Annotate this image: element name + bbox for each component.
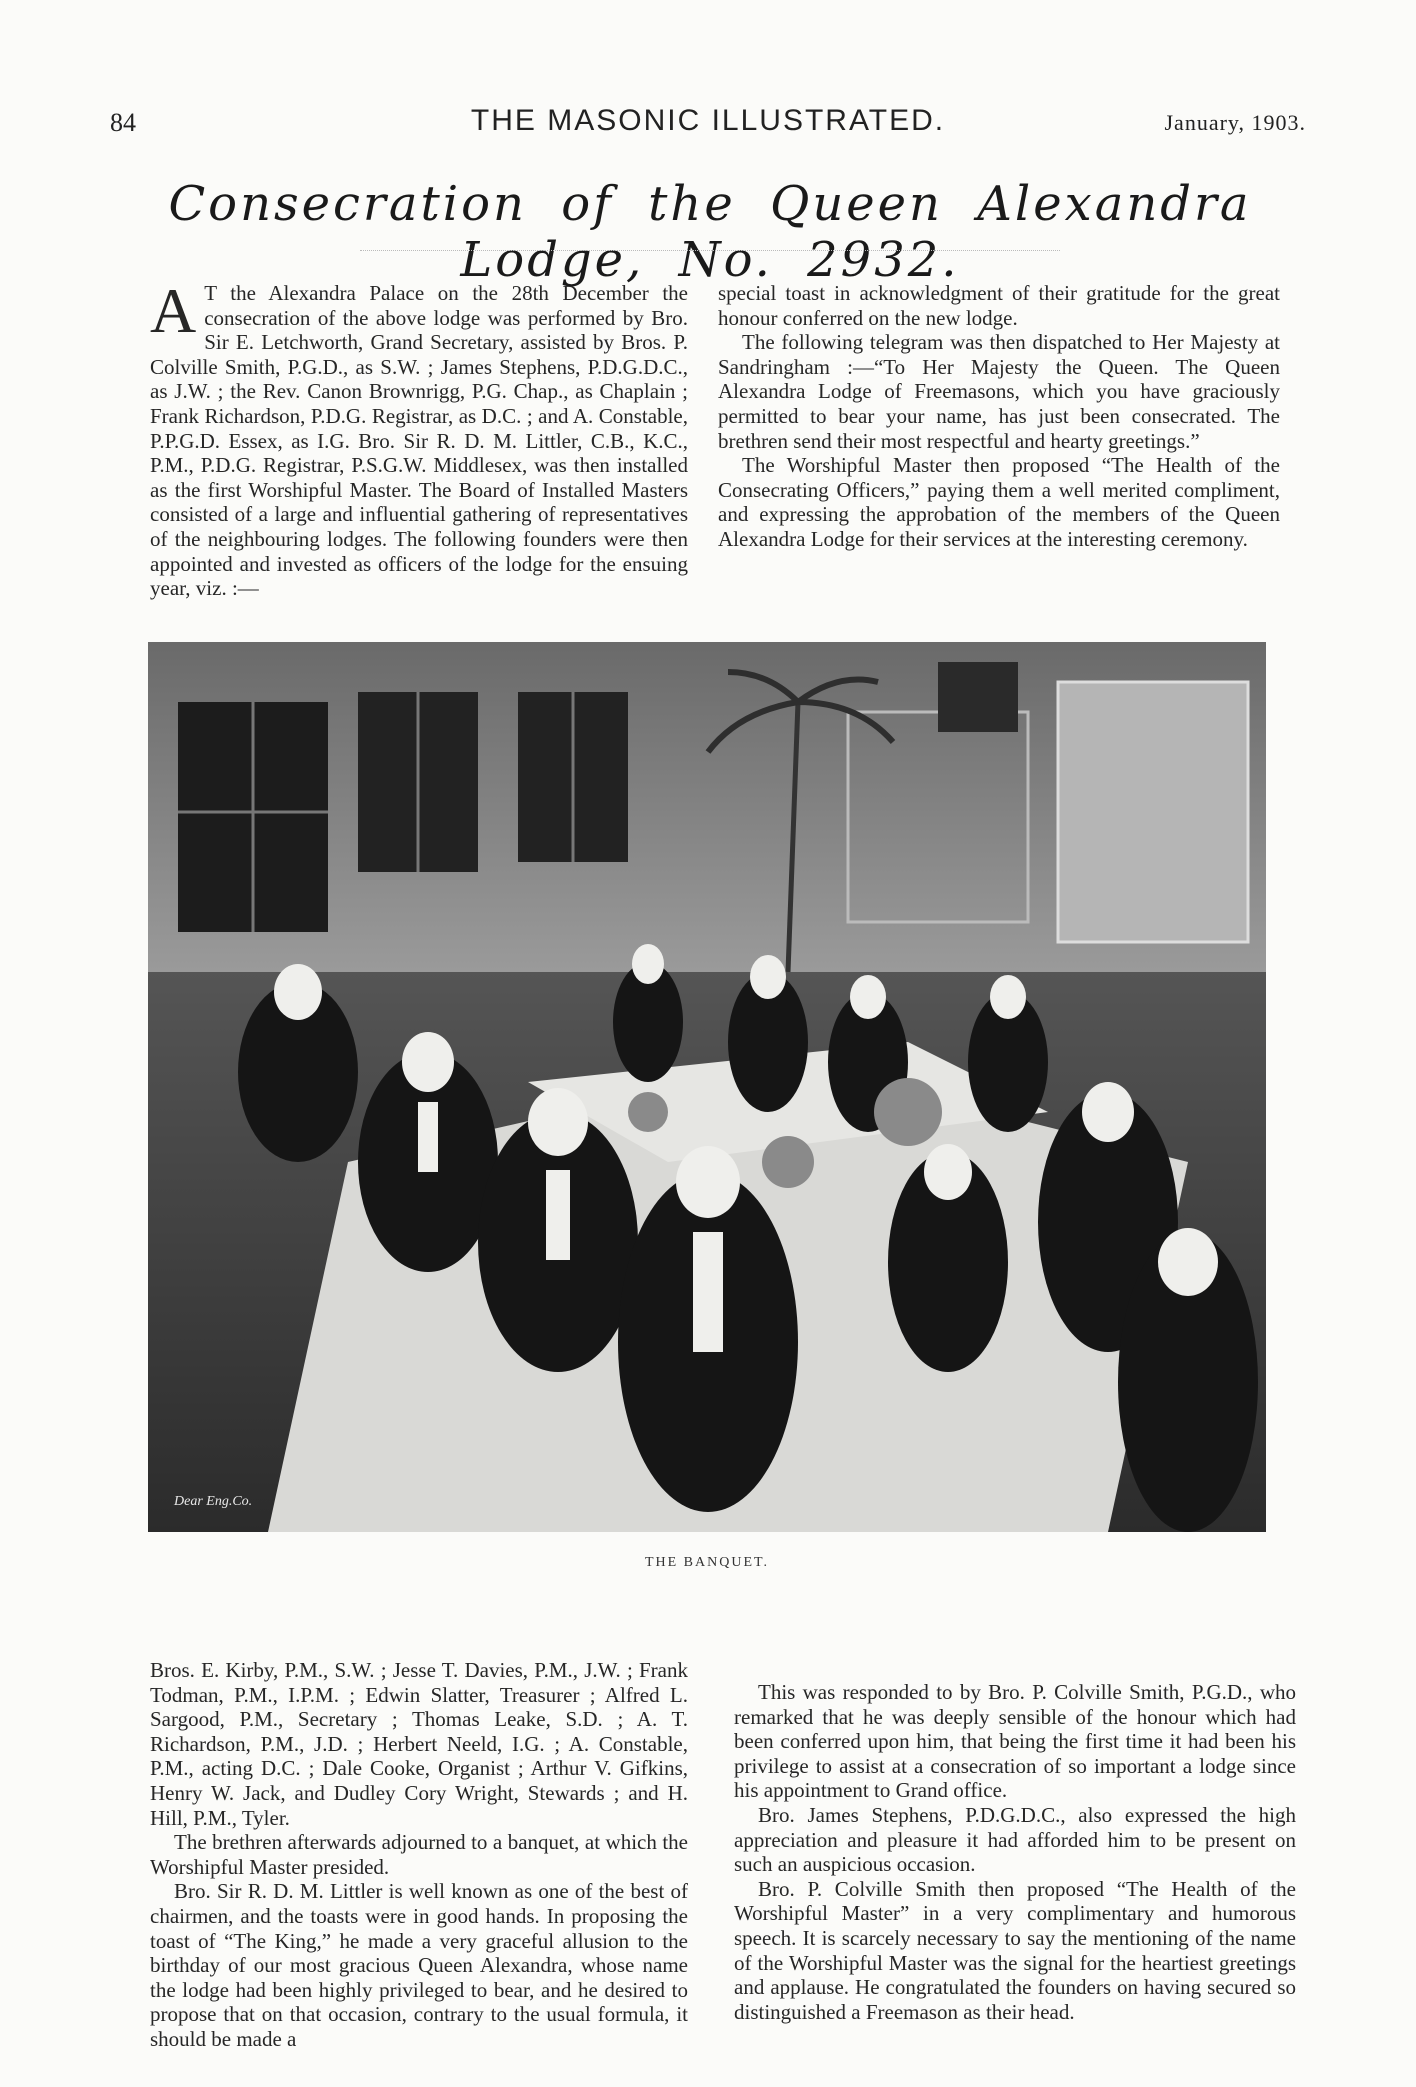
drop-cap: A bbox=[150, 275, 197, 346]
paragraph: This was responded to by Bro. P. Colville Smith, P.G.D., who remarked that he was deeply sensible of the honour which had been conferred upon him, that being the first time it had been his privilege to assist at a consecration of so important a lodge since his appointment to Grand office. bbox=[734, 1680, 1296, 1803]
paragraph: The Worshipful Master then proposed “The Health of the Consecrating Officers,” paying them a well merited compliment, and expressing the approbation of the members of the Queen Alexandra Lodge for their services at the interesting ceremony. bbox=[718, 453, 1280, 551]
article-column-1 bbox=[150, 275, 688, 601]
running-header bbox=[110, 104, 1306, 140]
paragraph: Bro. Sir R. D. M. Littler is well known as one of the best of chairmen, and the toasts were in good hands. In proposing the toast of “The King,” he made a very graceful allusion to the birthday of our most gracious Queen Alexandra, whose name the lodge had been highly privileged to bear, and he desired to propose that on that occasion, contrary to the usual formula, it should be made a bbox=[150, 1879, 688, 2051]
paragraph: The brethren afterwards adjourned to a banquet, at which the Worshipful Master presided. bbox=[150, 1830, 688, 1879]
article-column-2 bbox=[718, 281, 1280, 552]
paragraph: special toast in acknowledgment of their gratitude for the great honour conferred on the new lodge. bbox=[718, 281, 1280, 330]
paragraph: Bros. E. Kirby, P.M., S.W. ; Jesse T. Davies, P.M., J.W. ; Frank Todman, P.M., I.P.M. ; Edwin Slatter, Treasurer ; Alfred L. Sargood, P.M., Secretary ; Thomas Leake, S.D. ; A. T. Richardson, P.M., J.D. ; Herbert Neeld, I.G. ; A. Constable, P.M., acting D.C. ; Dale Cooke, Organist ; Arthur V. Gifkins, Henry W. Jack, and Dudley Cory Wright, Stewards ; and H. Hill, P.M., Tyler. bbox=[150, 1658, 688, 1830]
banquet-photograph bbox=[148, 642, 1266, 1532]
paragraph-text: T the Alexandra Palace on the 28th December the consecration of the above lodge was performed by Bro. Sir E. Letchworth, Grand Secretary, assisted by Bros. P. Colville Smith, P.G.D., as S.W. ; James Stephens, P.D.G.D.C., as J.W. ; the Rev. Canon Brownrigg, P.G. Chap., as Chaplain ; Frank Richardson, P.D.G. Registrar, as D.C. ; and A. Constable, P.P.G.D. Essex, as I.G. Bro. Sir R. D. M. Littler, C.B., K.C., P.M., P.D.G. Registrar, P.S.G.W. Middlesex, was then installed as the first Worshipful Master. The Board of Installed Masters consisted of a large and influential gathering of representatives of the neighbouring lodges. The following founders were then appointed and invested as officers of the lodge for the ensuing year, viz. :— bbox=[150, 281, 688, 601]
title-divider bbox=[360, 250, 1060, 251]
page-number: 84 bbox=[110, 108, 136, 137]
paragraph: Bro. P. Colville Smith then proposed “The Health of the Worshipful Master” in a very complimentary and humorous speech. It is scarcely necessary to say the mentioning of the name of the Worshipful Master was the signal for the heartiest greetings and applause. He congratulated the founders on having secured so distinguished a Freemason as their head. bbox=[734, 1876, 1296, 2024]
issue-date: January, 1903. bbox=[1164, 110, 1306, 135]
paragraph: Bro. James Stephens, P.D.G.D.C., also expressed the high appreciation and pleasure it had afforded him to be present on such an auspicious occasion. bbox=[734, 1802, 1296, 1877]
article-column-3 bbox=[150, 1658, 688, 2052]
photo-caption: THE BANQUET. bbox=[644, 1555, 770, 1570]
article-column-4 bbox=[734, 1680, 1296, 2024]
article-title: Consecration of the Queen Alexandra Lodge, No. 2932. bbox=[168, 176, 1252, 288]
paragraph: The following telegram was then dispatched to Her Majesty at Sandringham :—“To Her Majesty the Queen. The Queen Alexandra Lodge of Freemasons, which you have graciously permitted to bear your name, has just been consecrated. The brethren send their most respectful and hearty greetings.” bbox=[718, 330, 1280, 453]
journal-title: THE MASONIC ILLUSTRATED. bbox=[470, 104, 946, 137]
engraver-mark: Dear Eng.Co. bbox=[174, 1494, 253, 1509]
opening-paragraph bbox=[150, 275, 688, 601]
